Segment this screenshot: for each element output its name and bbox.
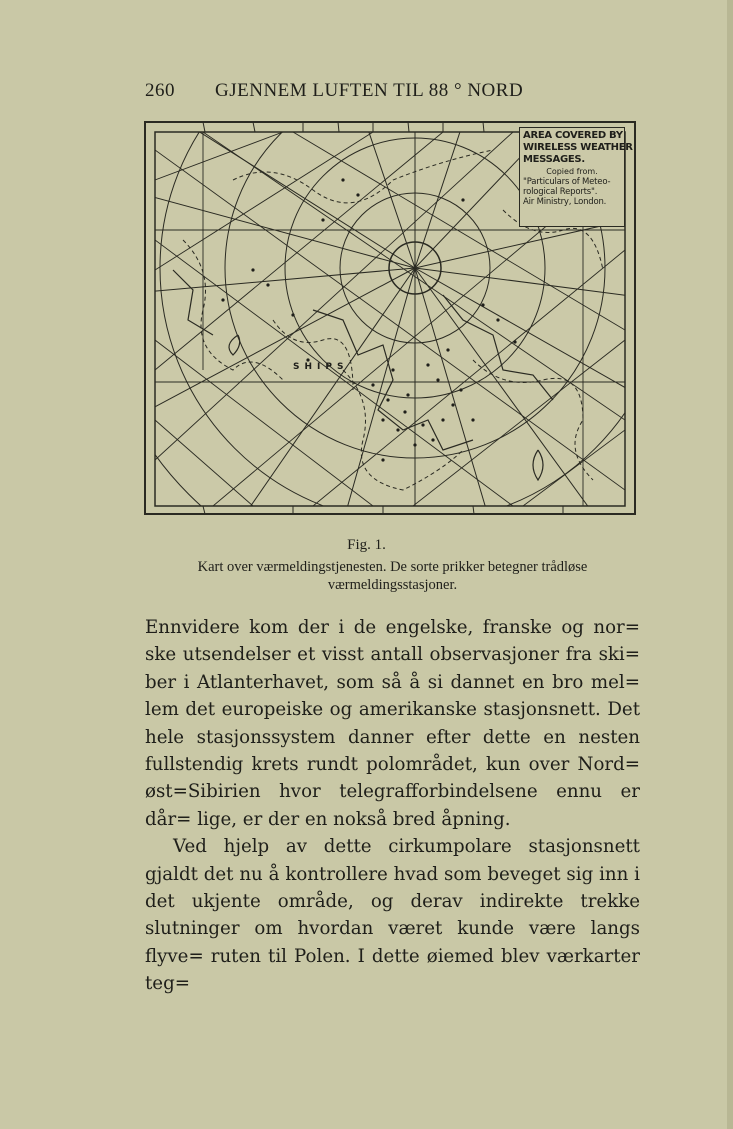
legend-line: "Particulars of Meteo- bbox=[523, 177, 611, 187]
legend-line: AREA COVERED BY bbox=[523, 130, 623, 141]
body-text bbox=[145, 614, 640, 998]
caption-line: Kart over værmeldingstjenesten. De sorte prikker betegner trådløse bbox=[197, 559, 588, 575]
running-title: GJENNEM LUFTEN TIL 88 ° NORD bbox=[215, 80, 524, 101]
legend-line: Copied from. bbox=[546, 167, 598, 176]
paragraph: Ennvidere kom der i de engelske, franske og nor= ske utsendelser et visst antall observasjoner fra ski= ber i Atlanterhavet, som så å si dannet en bro mel= lem det europeiske og amerikanske stasjonsnett. Det hele stasjonssystem danner efter dette en nesten fullstendig krets rundt polområdet, kun over Nord= øst=Sibirien hvor telegrafforbindelsene ennu er dår= lige, er der en nokså bred åpning. bbox=[145, 617, 640, 830]
polar-map bbox=[143, 120, 637, 516]
map-legend-box bbox=[519, 127, 633, 227]
legend-line: WIRELESS WEATHER bbox=[523, 142, 633, 153]
legend-line: Air Ministry, London. bbox=[523, 197, 607, 207]
legend-line: MESSAGES. bbox=[523, 154, 585, 165]
ships-label: SHIPS bbox=[293, 362, 349, 372]
figure-caption bbox=[145, 558, 640, 594]
page-number: 260 bbox=[145, 80, 175, 101]
caption-line: værmeldingsstasjoner. bbox=[327, 577, 458, 593]
paragraph: Ved hjelp av dette cirkumpolare stasjonsnett gjaldt det nu å kontrollere hvad som beveget sig inn i det ukjente område, og derav indirekte trekke slutninger om hvordan været kunde være langs flyve= ruten til Polen. I dette øiemed blev værkarter teg= bbox=[145, 836, 640, 995]
legend-line: rological Reports". bbox=[523, 187, 598, 197]
figure-label: Fig. 1. bbox=[347, 537, 386, 553]
page-edge bbox=[727, 0, 733, 1129]
